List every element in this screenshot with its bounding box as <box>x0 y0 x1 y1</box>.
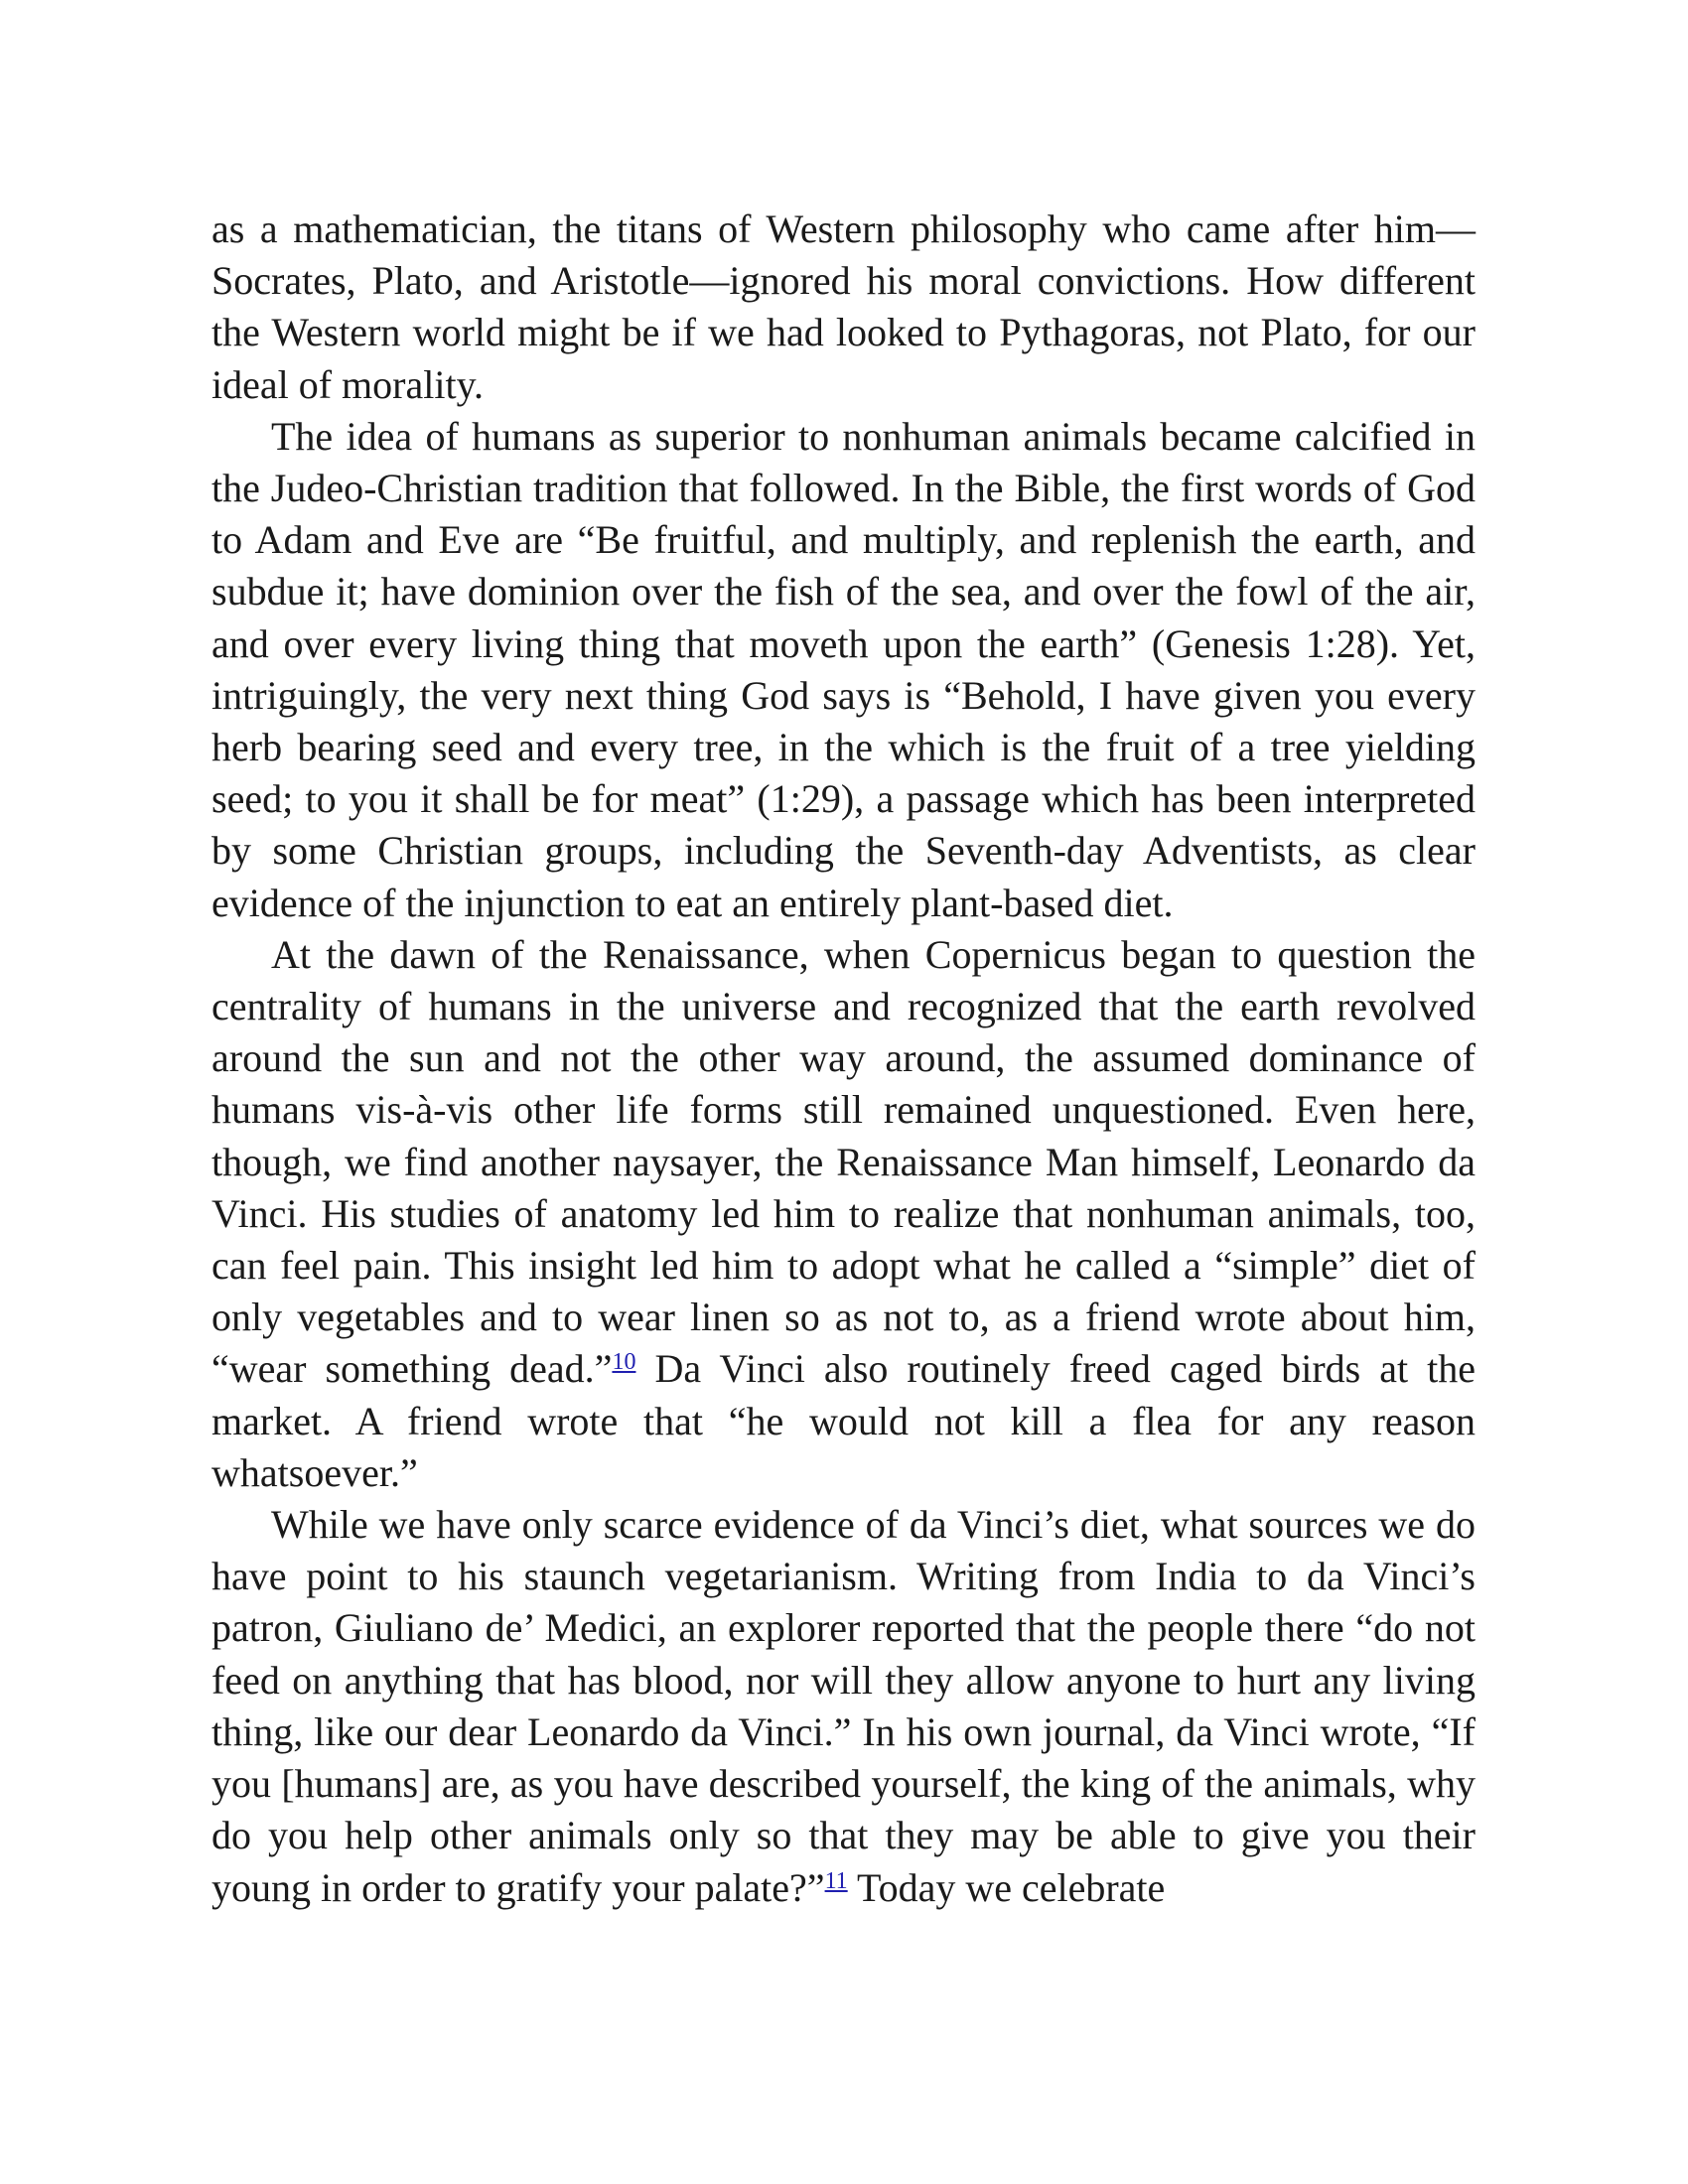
paragraph-1 <box>211 204 1476 411</box>
paragraph-text: The idea of humans as superior to nonhuman animals became calcified in the Judeo-Christian tradition that followed. In the Bible, the first words of God to Adam and Eve are “Be fruitful, and multiply, and replenish the earth, and subdue it; have dominion over the fish of the sea, and over the fowl of the air, and over every living thing that moveth upon the earth” (Genesis 1:28). Yet, intriguingly, the very next thing God says is “Behold, I have given you every herb bearing seed and every tree, in the which is the fruit of a tree yielding seed; to you it shall be for meat” (1:29), a passage which has been interpreted by some Christian groups, including the Seventh-day Adventists, as clear evidence of the injunction to eat an entirely plant-based diet. <box>211 413 1476 925</box>
paragraph-text: as a mathematician, the titans of Western philosophy who came after him—Socrates, Plato, and Aristotle—ignored his moral convictions. How different the Western world might be if we had looked to Pythagoras, not Plato, for our ideal of morality. <box>211 206 1476 407</box>
paragraph-4 <box>211 1499 1476 1914</box>
footnote-link-10[interactable]: 10 <box>612 1349 636 1376</box>
paragraph-text: At the dawn of the Renaissance, when Copernicus began to question the centrality of humans in the universe and recognized that the earth revolved around the sun and not the other way around, the assumed dominance of humans vis-à-vis other life forms still remained unquestioned. Even here, though, we find another naysayer, the Renaissance Man himself, Leonardo da Vinci. His studies of anatomy led him to realize that nonhuman animals, too, can feel pain. This insight led him to adopt what he called a “simple” diet of only vegetables and to wear linen so as not to, as a friend wrote about him, “wear something dead.” <box>211 931 1476 1392</box>
paragraph-3 <box>211 929 1476 1499</box>
page-body <box>211 204 1476 1914</box>
footnote-link-11[interactable]: 11 <box>824 1867 848 1894</box>
paragraph-text: While we have only scarce evidence of da Vinci’s diet, what sources we do have point to his staunch vegetarianism. Writing from India to da Vinci’s patron, Giuliano de’ Medici, an explorer reported that the people there “do not feed on anything that has blood, nor will they allow anyone to hurt any living thing, like our dear Leonardo da Vinci.” In his own journal, da Vinci wrote, “If you [humans] are, as you have described yourself, the king of the animals, why do you help other animals only so that they may be able to give you their young in order to gratify your palate?” <box>211 1502 1476 1910</box>
paragraph-text: Da Vinci also routinely freed caged birds at the market. A friend wrote that “he would not kill a flea for any reason whatsoever.” <box>211 1346 1477 1495</box>
paragraph-text: Today we celebrate <box>847 1864 1166 1910</box>
paragraph-2 <box>211 411 1476 929</box>
